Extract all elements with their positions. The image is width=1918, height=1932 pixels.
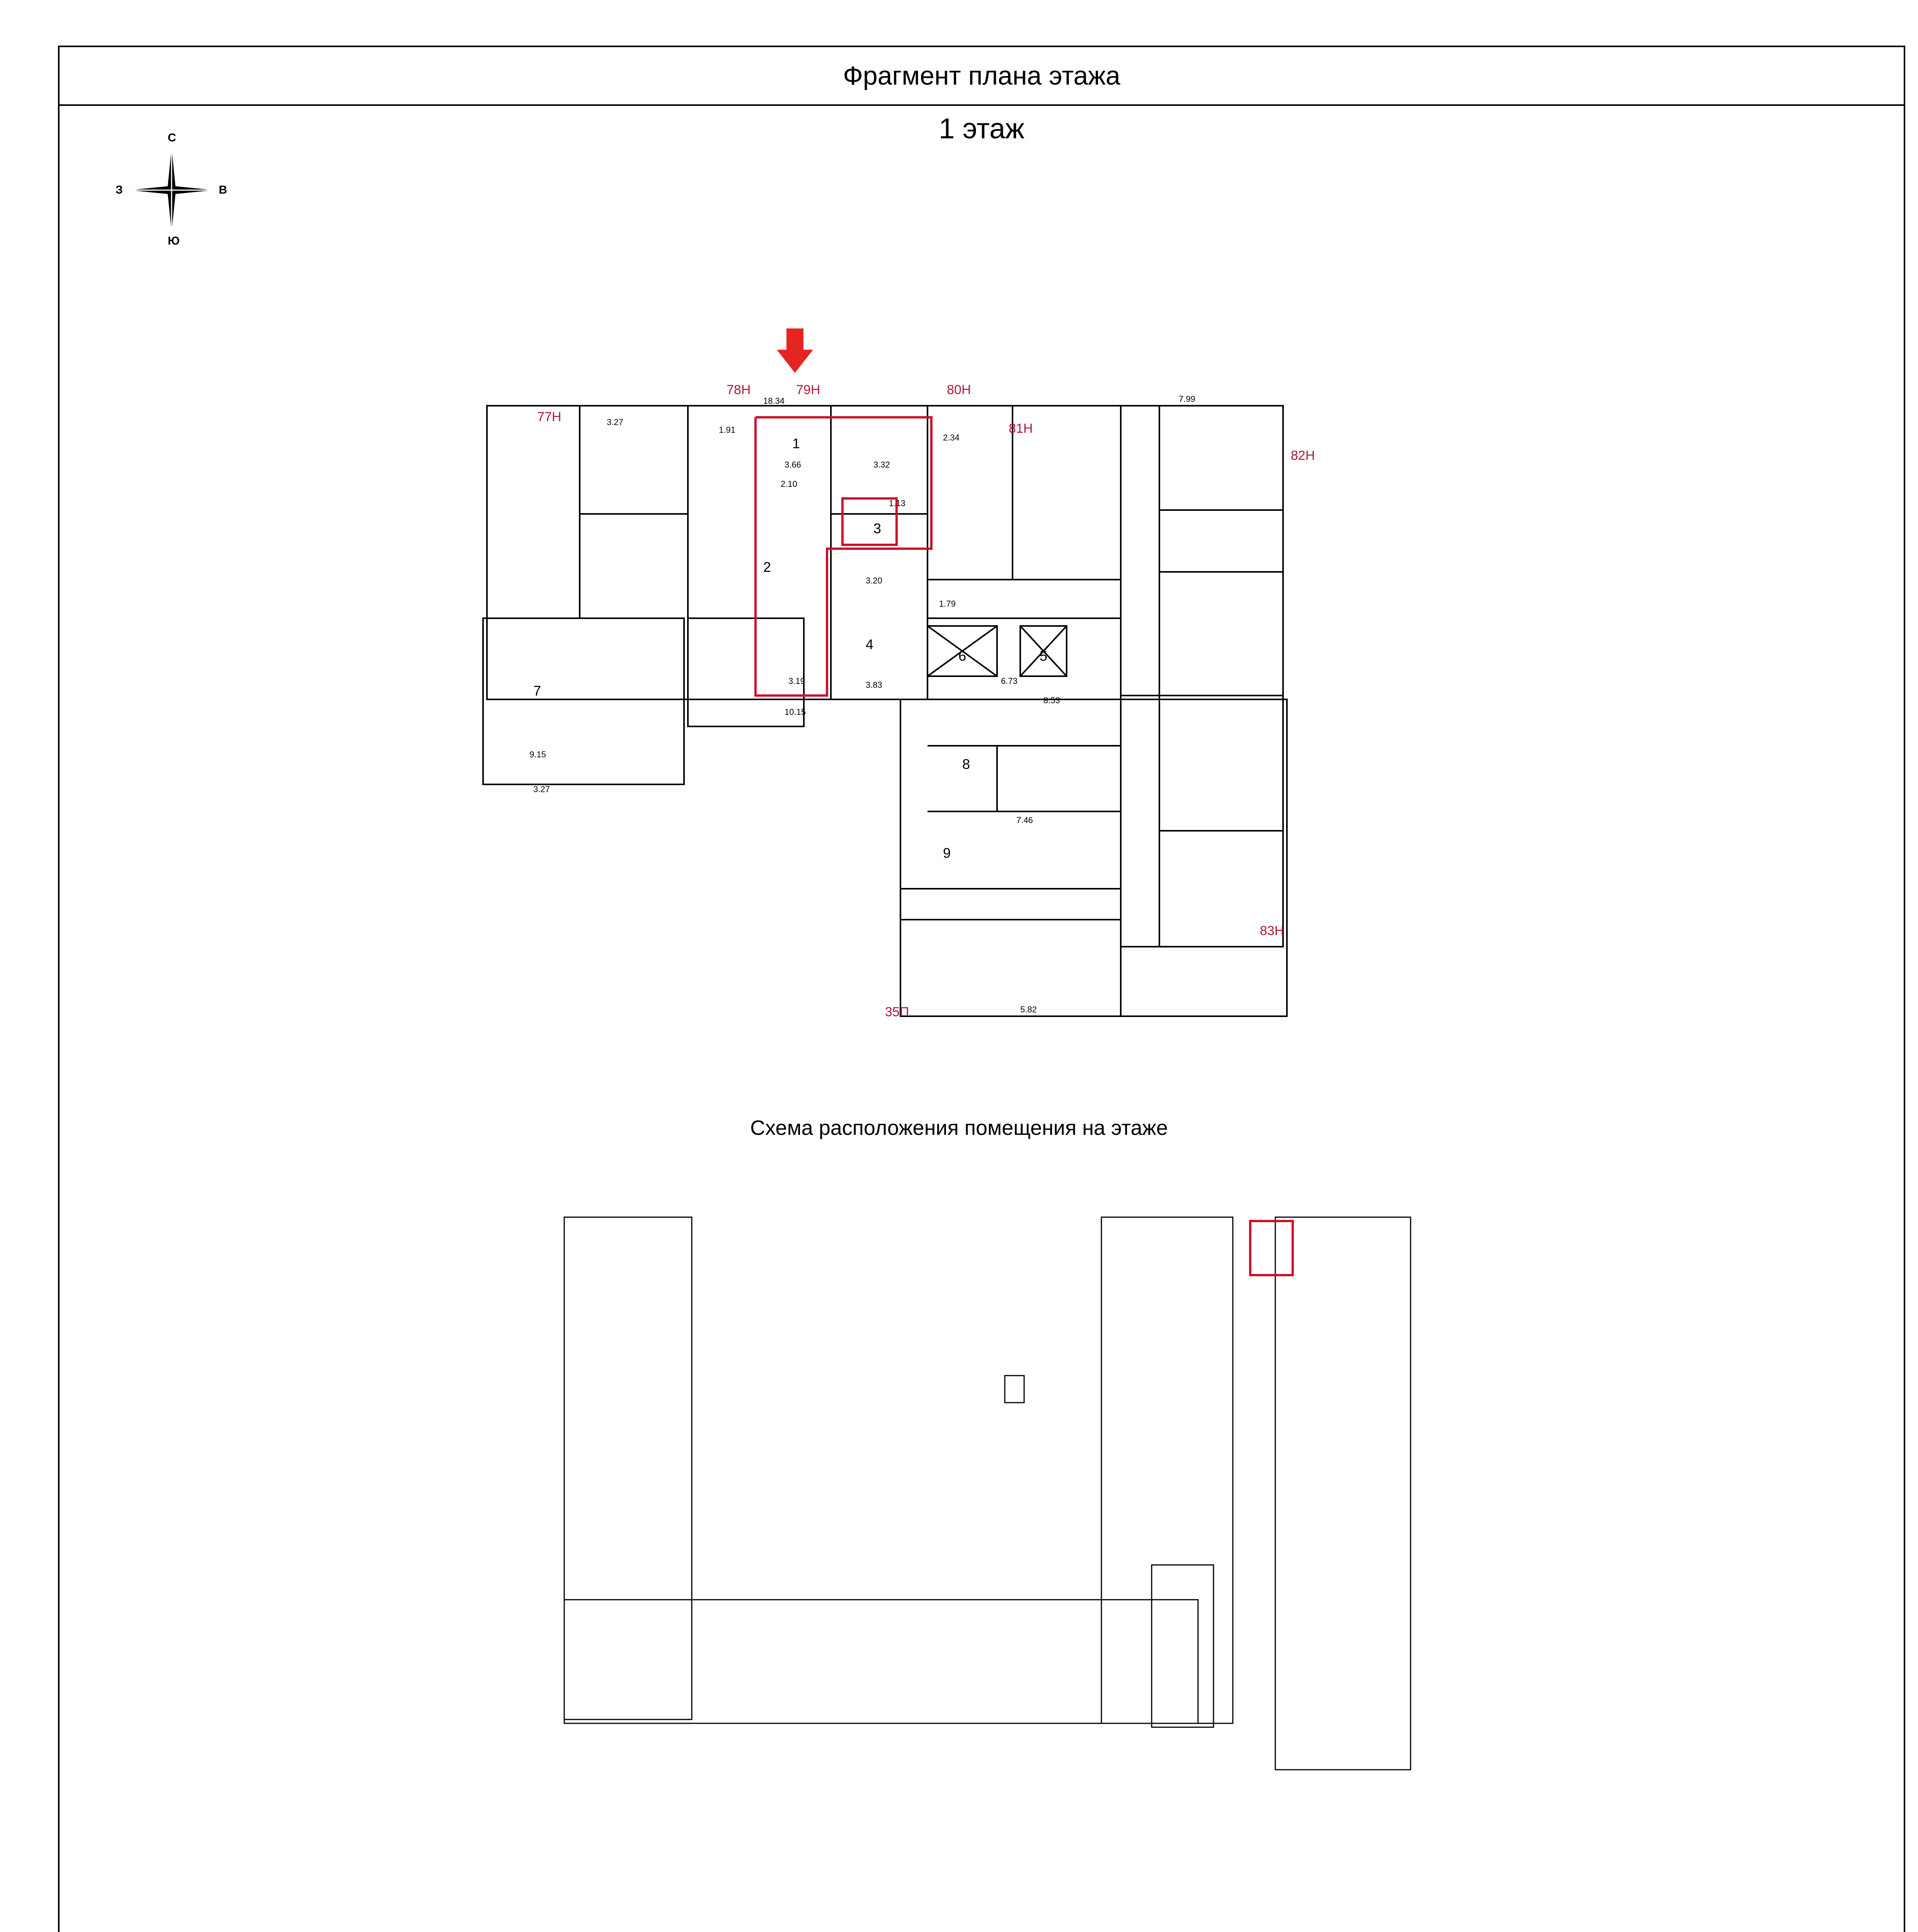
compass-east-label: В [219, 184, 227, 196]
dimension-label: 1.13 [889, 498, 905, 508]
dimension-label: 2.34 [943, 433, 960, 442]
dimension-label: 1.91 [719, 425, 735, 435]
dimension-label: 7.46 [1016, 815, 1033, 825]
dimension-label: 2.10 [781, 479, 797, 489]
room-number: 2 [763, 559, 771, 575]
room-number: 7 [533, 683, 541, 699]
compass-rose-icon [114, 132, 230, 248]
room-number: 9 [943, 845, 951, 861]
sheet-title: Фрагмент плана этажа [60, 47, 1904, 106]
dimension-label: 5.82 [1020, 1005, 1037, 1014]
dimension-label: 8.53 [1043, 696, 1060, 705]
dimension-label: 3.83 [866, 680, 882, 690]
room-number: 4 [866, 636, 874, 652]
compass-graphic [114, 132, 230, 248]
sheet-frame [58, 46, 1905, 1932]
compass-north-label: С [168, 131, 176, 144]
dimension-label: 7.99 [1179, 394, 1195, 404]
dimension-label: 3.66 [785, 460, 801, 469]
dimension-label: 3.20 [866, 576, 882, 585]
room-number: 5 [1040, 648, 1048, 664]
dimension-label: 9.15 [529, 750, 546, 759]
unit-label: 78Н [727, 383, 751, 397]
compass-south-label: Ю [168, 235, 180, 247]
unit-label: 80Н [947, 383, 971, 397]
scheme-title: Схема расположения помещения на этаже [750, 1116, 1168, 1139]
compass-west-label: З [116, 184, 123, 196]
room-number: 6 [958, 648, 967, 664]
dimension-label: 3.27 [607, 417, 623, 427]
unit-label: 35П [885, 1005, 909, 1019]
unit-label: 79Н [796, 383, 820, 397]
dimension-label: 3.19 [788, 676, 805, 686]
dimension-label: 6.73 [1001, 676, 1018, 686]
unit-label: 83Н [1260, 923, 1284, 938]
dimension-label: 10.15 [785, 707, 806, 717]
room-number: 1 [792, 435, 800, 451]
unit-label: 82Н [1291, 448, 1315, 463]
unit-label: 77Н [537, 410, 562, 424]
unit-label: 81Н [1009, 421, 1033, 436]
floor-label: 1 этаж [939, 112, 1025, 145]
dimension-label: 3.27 [533, 784, 550, 794]
dimension-label: 3.32 [873, 460, 890, 469]
room-number: 8 [962, 756, 970, 772]
dimension-label: 1.79 [939, 599, 956, 609]
dimension-label: 18.34 [763, 396, 785, 406]
room-number: 3 [873, 520, 882, 536]
